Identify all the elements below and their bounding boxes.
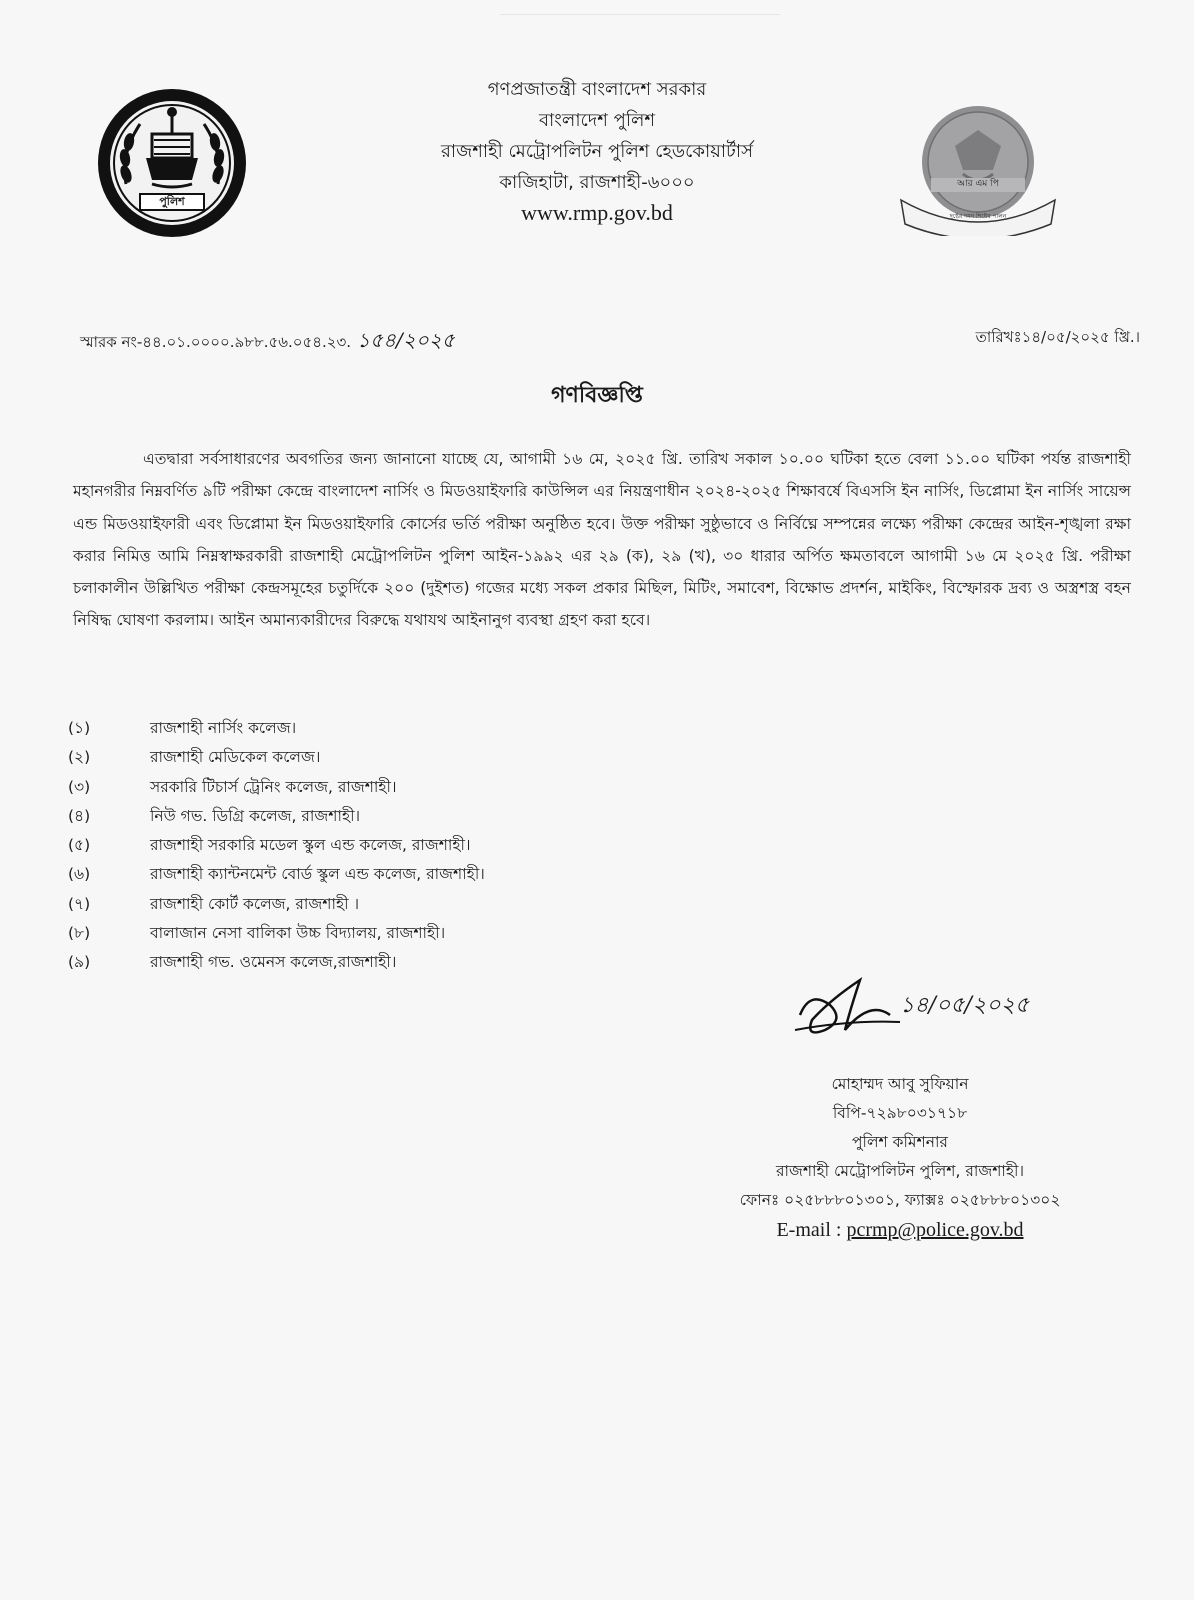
signature-block xyxy=(620,1070,1180,1245)
signatory-name: মোহাম্মদ আবু সুফিয়ান xyxy=(831,1075,969,1093)
memo-handwritten-number: ১৫৪/২০২৫ xyxy=(357,328,455,352)
memo-number-block xyxy=(80,326,455,359)
item-name: রাজশাহী কোর্ট কলেজ, রাজশাহী । xyxy=(150,894,360,913)
item-name: নিউ গভ. ডিগ্রি কলেজ, রাজশাহী। xyxy=(150,806,361,825)
item-number: (৬) xyxy=(68,865,91,884)
list-item xyxy=(68,833,485,862)
list-item xyxy=(68,862,485,891)
email-label: E-mail : xyxy=(776,1219,842,1241)
item-name: রাজশাহী মেডিকেল কলেজ। xyxy=(150,748,321,767)
item-name: বালাজান নেসা বালিকা উচ্চ বিদ্যালয়, রাজশাহী। xyxy=(150,924,446,943)
list-item xyxy=(68,804,485,833)
email-line xyxy=(620,1215,1180,1245)
item-number: (২) xyxy=(68,748,91,767)
item-number: (৭) xyxy=(68,894,91,913)
list-item xyxy=(68,892,485,921)
item-number: (৪) xyxy=(68,806,91,825)
handwritten-signature xyxy=(790,960,1080,1060)
bleed-through xyxy=(500,8,780,20)
item-number: (৮) xyxy=(68,924,91,943)
list-item xyxy=(68,745,485,774)
signatory-bp: বিপি-৭২৯৮০৩১৭১৮ xyxy=(832,1104,968,1122)
item-number: (৯) xyxy=(68,953,91,972)
item-name: রাজশাহী গভ. ওমেনস কলেজ,রাজশাহী। xyxy=(150,953,397,972)
right-seal-label: আর এম পি xyxy=(957,179,999,189)
list-item xyxy=(68,775,485,804)
list-item xyxy=(68,716,485,745)
item-name: রাজশাহী সরকারি মডেল স্কুল এন্ড কলেজ, রাজশাহী। xyxy=(150,836,471,855)
item-number: (১) xyxy=(68,719,91,737)
list-item xyxy=(68,950,485,979)
phone-fax: ফোনঃ ০২৫৮৮৮০১৩০১, ফ্যাক্সঃ ০২৫৮৮৮০১৩০২ xyxy=(739,1191,1061,1209)
item-number: (৫) xyxy=(68,836,91,855)
signatory-designation: পুলিশ কমিশনার xyxy=(852,1133,948,1151)
exam-center-list xyxy=(68,716,485,980)
item-number: (৩) xyxy=(68,777,91,796)
signature-date: ১৪/০৫/২০২৫ xyxy=(900,993,1030,1018)
memo-number: স্মারক নং-৪৪.০১.০০০০.৯৮৮.৫৬.০৫৪.২৩. xyxy=(80,333,352,351)
left-seal-label: পুলিশ xyxy=(159,195,185,208)
item-name: রাজশাহী নার্সিং কলেজ। xyxy=(150,719,297,737)
memo-date: তারিখঃ১৪/০৫/২০২৫ খ্রি.। xyxy=(975,328,1140,346)
notice-title: গণবিজ্ঞপ্তি xyxy=(551,383,643,408)
dept-name: বাংলাদেশ পুলিশ xyxy=(538,110,656,131)
govt-name: গণপ্রজাতন্ত্রী বাংলাদেশ সরকার xyxy=(487,79,707,100)
item-name: রাজশাহী ক্যান্টনমেন্ট বোর্ড স্কুল এন্ড কলেজ, রাজশাহী। xyxy=(150,865,485,884)
list-item xyxy=(68,921,485,950)
website-link[interactable]: www.rmp.gov.bd xyxy=(521,200,673,225)
notice-body: এতদ্বারা সর্বসাধারণের অবগতির জন্য জানানো যাচ্ছে যে, আগামী ১৬ মে, ২০২৫ খ্রি. তারিখ সকাল ১০.০০ ঘটিকা হতে বেলা ১১.০০ ঘটিকা পর্যন্ত রাজশাহী মহানগরীর নিম্নবর্ণিত ৯টি পরীক্ষা কেন্দ্রে বাংলাদেশ নার্সিং ও মিডওয়াইফারি কাউন্সিল এর নিয়ন্ত্রণাধীন ২০২৪-২০২৫ শিক্ষাবর্ষে বিএসসি ইন নার্সিং, ডিপ্লোমা ইন নার্সিং সায়েন্স এন্ড মিডওয়াইফারী এবং ডিপ্লোমা ইন মিডওয়াইফারি কোর্সের ভর্তি পরীক্ষা অনুষ্ঠিত হবে। উক্ত পরীক্ষা সুষ্ঠুভাবে ও নির্বিঘ্নে সম্পন্নের লক্ষ্যে পরীক্ষা কেন্দ্রের আইন-শৃঙ্খলা রক্ষা করার নিমিত্ত আমি নিম্নস্বাক্ষরকারী রাজশাহী মেট্রোপলিটন পুলিশ আইন-১৯৯২ এর ২৯ (ক), ২৯ (খ), ৩০ ধারার অর্পিত ক্ষমতাবলে আগামী ১৬ মে ২০২৫ খ্রি. পরীক্ষা চলাকালীন উল্লিখিত পরীক্ষা কেন্দ্রসমূহের চতুর্দিকে ২০০ (দুইশত) গজের মধ্যে সকল প্রকার মিছিল, মিটিং, সমাবেশ, বিক্ষোভ প্রদর্শন, মাইকিং, বিস্ফোরক দ্রব্য ও অস্ত্রশস্ত্র বহন নিষিদ্ধ ঘোষণা করলাম। আইন অমান্যকারীদের বিরুদ্ধে যথাযথ আইনানুগ ব্যবস্থা গ্রহণ করা হবে। xyxy=(73,450,1131,630)
email-link[interactable]: pcrmp@police.gov.bd xyxy=(846,1219,1024,1241)
item-name: সরকারি টিচার্স ট্রেনিং কলেজ, রাজশাহী। xyxy=(150,777,397,796)
signatory-office: রাজশাহী মেট্রোপলিটন পুলিশ, রাজশাহী। xyxy=(775,1162,1025,1180)
office-address: কাজিহাটা, রাজশাহী-৬০০০ xyxy=(499,172,695,193)
letterhead xyxy=(0,74,1194,228)
memo-row xyxy=(80,322,1140,352)
right-seal-motto: দুষ্টের দমন শিষ্টের পালন xyxy=(949,213,1007,220)
office-name: রাজশাহী মেট্রোপলিটন পুলিশ হেডকোয়ার্টার্স xyxy=(441,141,753,162)
